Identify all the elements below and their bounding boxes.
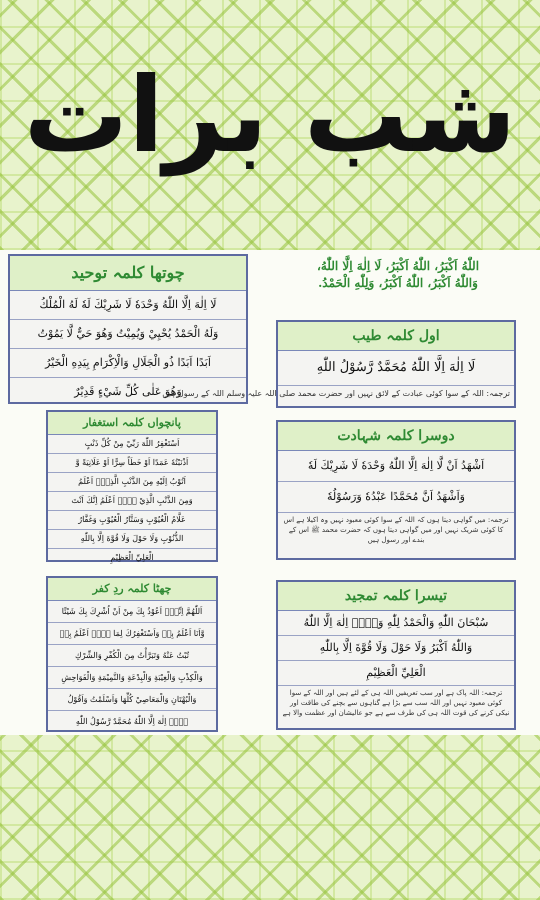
page-title: شب برات	[23, 54, 517, 176]
kalima-card-second	[276, 420, 516, 560]
kalima-line: عَلَّامُ الْغُيُوْبِ وَسَتَّارُ الْعُيُوْبِ وَغَفَّارُ	[48, 511, 216, 530]
content-area	[0, 250, 540, 735]
kalima-line: لَا اِلٰهَ اِلَّا اللّٰهُ مُحَمَّدٌ رَّسُوْلُ اللّٰهِ	[278, 351, 514, 386]
kalima-translation: ترجمہ: اللہ کے سوا کوئی عبادت کے لائق نہیں اور حضرت محمد صلی اللہ علیہ وسلم اللہ کے رسول ہیں	[162, 389, 510, 398]
kalima-card-fourth	[8, 254, 248, 404]
kalima-title-fifth: پانچواں کلمہ استغفار	[48, 412, 216, 435]
takbeer-line-1: اللّٰهُ اَكْبَرُ، اللّٰهُ اَكْبَرُ، لَا اِلٰهَ اِلَّا اللّٰهُ،	[316, 259, 480, 273]
kalima-line: اَتُوْبُ اِلَيْهِ مِنَ الذَّنْبِ الَّذِيْۤ اَعْلَمُ	[48, 473, 216, 492]
kalima-line: اَذْنَبْتُهٗ عَمَدًا اَوْ خَطَاً سِرًّا اَوْ عَلَانِيَةً وَّ	[48, 454, 216, 473]
kalima-card-sixth	[46, 576, 218, 732]
kalima-line: وَالْكِذْبِ وَالْغِيْبَةِ وَالْبِدْعَةِ وَالنَّمِيْمَةِ وَالْفَوَاحِشِ	[48, 667, 216, 689]
kalima-line: تُبْتُ عَنْهُ وَتَبَرَّأْتُ مِنَ الْكُفْرِ وَالشِّرْكِ	[48, 645, 216, 667]
kalima-title-fourth: چوتھا کلمہ توحید	[10, 256, 246, 291]
kalima-line: اَشْهَدُ اَنْ لَّا اِلٰهَ اِلَّا اللّٰهُ وَحْدَهٗ لَا شَرِيْكَ لَهٗ	[278, 451, 514, 482]
kalima-line: اَسْتَغْفِرُ اللّٰهَ رَبِّيْ مِنْ كُلِّ ذَنْبٍ	[48, 435, 216, 454]
kalima-title-first: اول کلمہ طیب	[278, 322, 514, 351]
kalima-line: وَهُوَ عَلٰى كُلِّ شَيْءٍ قَدِيْرٌ	[74, 385, 182, 398]
kalima-line: وَلَهُ الْحَمْدُ يُحْيِيْ وَيُمِيْتُ وَهُوَ حَيٌّ لَّا يَمُوْتُ	[10, 320, 246, 349]
takbeer-text	[278, 258, 518, 292]
kalima-line: اَبَدًا اَبَدًا ذُو الْجَلَالِ وَالْاِكْرَامِ بِيَدِهِ الْخَيْرُ	[10, 349, 246, 378]
kalima-card-fifth	[46, 410, 218, 562]
takbeer-line-2: وَاللّٰهُ اَكْبَرُ، اللّٰهُ اَكْبَرُ، وَلِلّٰهِ الْحَمْدُ.	[318, 276, 478, 290]
kalima-title-third: تیسرا کلمہ تمجید	[278, 582, 514, 611]
kalima-line: الْعَلِيِّ الْعَظِيْمِ	[110, 553, 154, 562]
kalima-line: وَمِنَ الذَّنْبِ الَّذِيْ لَاۤ اَعْلَمُ اِنَّكَ اَنْتَ	[48, 492, 216, 511]
kalima-translation: ترجمہ: اللہ پاک ہے اور سب تعریفیں اللہ ہی کے لئے ہیں اور اللہ کے سوا کوئی معبود نہیں اور اللہ سب سے بڑا ہے گناہوں سے بچنے کی طاقت اور نیکی کرنے کی قوت اللہ ہی کی طرف سے ہے جو عالیشان اور عظمت والا ہے	[282, 689, 510, 717]
kalima-line: الْعَلِيِّ الْعَظِيْمِ	[278, 661, 514, 686]
kalima-title-sixth: چھٹا کلمہ ردِ کفر	[48, 578, 216, 601]
kalima-line: وَاللّٰهُ اَكْبَرُ وَلَا حَوْلَ وَلَا قُوَّةَ اِلَّا بِاللّٰهِ	[278, 636, 514, 661]
kalima-line: اَللّٰهُمَّ اِنِّيْۤ اَعُوْذُ بِكَ مِنْ اَنْ اُشْرِكَ بِكَ شَيْئًا	[48, 601, 216, 623]
kalima-card-third	[276, 580, 516, 730]
kalima-line: وَاَشْهَدُ اَنَّ مُحَمَّدًا عَبْدُهٗ وَرَسُوْلُهٗ	[278, 482, 514, 513]
kalima-title-second: دوسرا کلمہ شہادت	[278, 422, 514, 451]
kalima-line: لَاۤ اِلٰهَ اِلَّا اللّٰهُ مُحَمَّدٌ رَّسُوْلُ اللّٰهِ	[75, 717, 189, 726]
kalima-card-first	[162, 320, 516, 408]
kalima-line: سُبْحَانَ اللّٰهِ وَالْحَمْدُ لِلّٰهِ وَلَاۤ اِلٰهَ اِلَّا اللّٰهُ	[278, 611, 514, 636]
kalima-line: لَا اِلٰهَ اِلَّا اللّٰهُ وَحْدَهٗ لَا شَرِيْكَ لَهٗ لَهُ الْمُلْكُ	[10, 291, 246, 320]
kalima-line: الذُّنُوْبِ وَلَا حَوْلَ وَلَا قُوَّةَ اِلَّا بِاللّٰهِ	[48, 530, 216, 549]
bottom-pattern-background	[0, 735, 540, 900]
kalima-translation: ترجمہ: میں گواہی دیتا ہوں کہ اللہ کے سوا کوئی معبود نہیں وہ اکیلا ہے اس کا کوئی شریک نہیں اور میں گواہی دیتا ہوں کہ حضرت محمد ﷺ اس کے بندے اور رسول ہیں	[283, 516, 509, 544]
kalima-line: وَّاَنَا اَعْلَمُ بِهٖ وَاَسْتَغْفِرُكَ لِمَا لَاۤ اَعْلَمُ بِهٖ	[48, 623, 216, 645]
kalima-line: وَالْبُهْتَانِ وَالْمَعَاصِيْ كُلِّهَا وَاَسْلَمْتُ وَاَقُوْلُ	[48, 689, 216, 711]
